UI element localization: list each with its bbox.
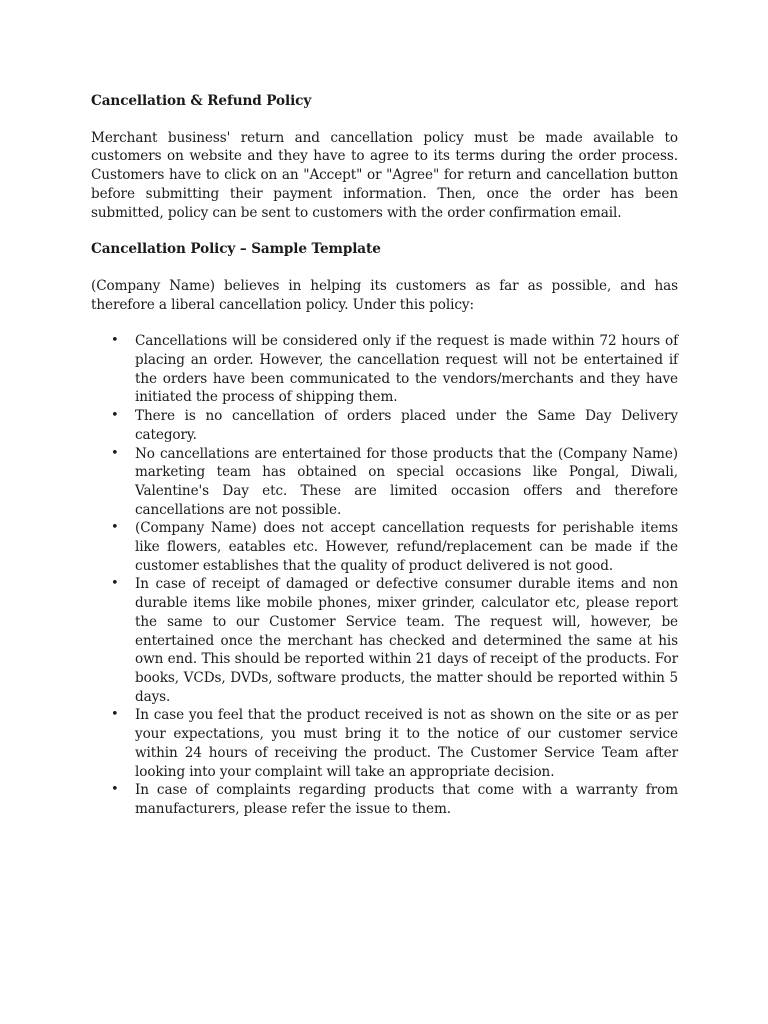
policy-bullet-list xyxy=(91,332,678,818)
list-item xyxy=(91,332,678,407)
list-item xyxy=(91,575,678,706)
list-item xyxy=(91,519,678,575)
bullet-icon: • xyxy=(111,576,119,592)
list-item-text: In case of complaints regarding products that come with a warranty from manufacturers, please refer the issue to them. xyxy=(135,782,678,817)
list-item-text: There is no cancellation of orders placed under the Same Day Delivery category. xyxy=(135,408,678,443)
section-intro-paragraph: (Company Name) believes in helping its customers as far as possible, and has therefore a liberal cancellation policy. Under this policy: xyxy=(91,277,678,313)
list-item xyxy=(91,706,678,781)
list-item xyxy=(91,407,678,444)
document-content xyxy=(91,92,678,819)
bullet-icon: • xyxy=(111,782,119,798)
list-item xyxy=(91,781,678,818)
bullet-icon: • xyxy=(111,408,119,424)
page-title: Cancellation & Refund Policy xyxy=(91,93,312,109)
intro-paragraph: Merchant business' return and cancellation policy must be made available to customers on website and they have to agree to its terms during the order process. Customers have to click on an "Accept" or "Agree" for return and cancellation button before submitting their payment information. Then, once the order has been submitted, policy can be sent to customers with the order confirmation email. xyxy=(91,129,678,221)
bullet-icon: • xyxy=(111,520,119,536)
list-item-text: In case you feel that the product received is not as shown on the site or as per your expectations, you must bring it to the notice of our customer service within 24 hours of receiving the product. The Customer Service Team after looking into your complaint will take an appropriate decision. xyxy=(135,707,678,780)
list-item-text: In case of receipt of damaged or defective consumer durable items and non durable items like mobile phones, mixer grinder, calculator etc, please report the same to our Customer Service team. The request will, however, be entertained once the merchant has checked and determined the same at his own end. This should be reported within 21 days of receipt of the products. For books, VCDs, DVDs, software products, the matter should be reported within 5 days. xyxy=(135,576,678,705)
list-item-text: No cancellations are entertained for those products that the (Company Name) marketing team has obtained on special occasions like Pongal, Diwali, Valentine's Day etc. These are limited occasion offers and therefore cancellations are not possible. xyxy=(135,445,678,518)
list-item-text: (Company Name) does not accept cancellation requests for perishable items like flowers, eatables etc. However, refund/replacement can be made if the customer establishes that the quality of product delivered is not good. xyxy=(135,520,678,574)
bullet-icon: • xyxy=(111,445,119,461)
list-item-text: Cancellations will be considered only if the request is made within 72 hours of placing an order. However, the cancellation request will not be entertained if the orders have been communicated to the vendors/merchants and they have initiated the process of shipping them. xyxy=(135,333,678,406)
section-title: Cancellation Policy – Sample Template xyxy=(91,241,381,258)
list-item xyxy=(91,445,678,520)
bullet-icon: • xyxy=(111,333,119,349)
bullet-icon: • xyxy=(111,707,119,723)
